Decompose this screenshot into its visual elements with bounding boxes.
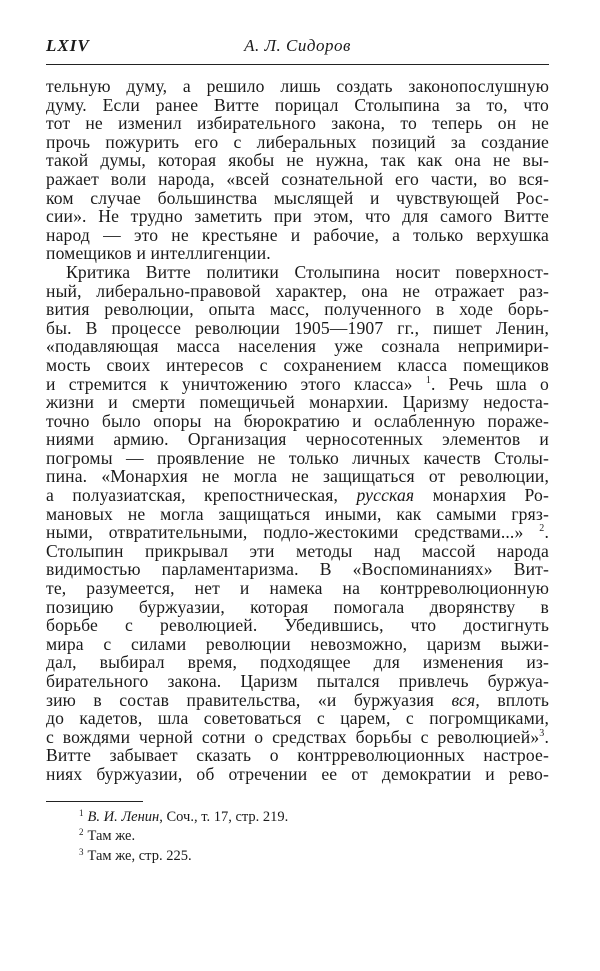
emphasis-text: русская	[356, 485, 415, 506]
line-text: народ — это не крестьяне и рабочие, а только верхушка	[46, 224, 549, 245]
text-line	[46, 356, 549, 375]
line-text: ными, отвратительными, подло-жестокими средствами...»	[46, 522, 540, 543]
text-line	[46, 579, 549, 598]
line-text: ражает воли народа, «всей сознательной его части, во вся-	[46, 168, 549, 189]
line-text: .	[544, 726, 549, 747]
line-text: жизни и смерти помещичьей монархии. Царизму недоста-	[46, 392, 549, 413]
footnote-rule	[46, 801, 143, 802]
text-line	[46, 635, 549, 654]
text-line	[46, 765, 549, 784]
text-line	[46, 244, 549, 263]
footnote-reference[interactable]: 1	[425, 374, 431, 386]
line-text: монархия Ро-	[414, 485, 549, 506]
line-text: ниями армию. Организация черносотенных элементов и	[46, 429, 549, 450]
text-line	[46, 523, 549, 542]
line-text: мость своих интересов с сохранением класса помещиков	[46, 354, 549, 375]
line-text: и стремится к уничтожению этого класса»	[46, 373, 426, 394]
footnote-mark: 3	[79, 846, 84, 857]
text-line	[46, 616, 549, 635]
line-text: погромы — проявление не только личных качеств Столы-	[46, 447, 549, 468]
text-line	[46, 114, 549, 133]
text-line	[46, 449, 549, 468]
line-text: видимостью парламентаризма. В «Воспоминаниях» Вит-	[46, 559, 549, 580]
text-line	[46, 300, 549, 319]
text-line	[46, 170, 549, 189]
text-line	[46, 151, 549, 170]
line-text: позицию буржуазии, которая помогала дворянству в	[46, 596, 549, 617]
line-text: . Речь шла о	[430, 373, 550, 394]
line-text: бирательного закона. Царизм пытался привлечь буржуа-	[46, 671, 549, 691]
text-line	[46, 691, 549, 710]
line-text: борьбе с революцией. Убедившись, что достигнуть	[46, 615, 549, 636]
footnote	[46, 806, 549, 826]
line-text: Витте забывает сказать о контрреволюционных настрое-	[46, 745, 549, 766]
line-text: точно было опоры на бюрократию и ослабленную пораже-	[46, 410, 549, 431]
footnote-reference[interactable]: 3	[539, 727, 545, 739]
line-text: помещиков и интеллигенции.	[46, 243, 271, 264]
footnote-mark: 2	[79, 827, 84, 838]
emphasis-text: вся	[451, 689, 476, 710]
text-line	[46, 393, 549, 412]
text-line	[46, 653, 549, 672]
line-text: дал, выбирал время, подходящее для изменения из-	[46, 652, 549, 673]
book-page	[46, 34, 549, 864]
line-text: тот не изменил избирательного закона, то теперь он не	[46, 113, 549, 134]
footnotes	[46, 806, 549, 865]
line-text: сии». Не трудно заметить при этом, что для самого Витте	[46, 206, 549, 227]
text-line	[46, 560, 549, 579]
line-text: зию в состав правительства, «и буржуазия	[46, 689, 452, 710]
text-line	[46, 430, 549, 449]
text-line	[46, 672, 549, 691]
text-line	[46, 133, 549, 152]
footnote-text: Там же.	[87, 828, 136, 845]
footnote-mark: 1	[79, 807, 84, 818]
text-line	[46, 728, 549, 747]
text-line	[46, 542, 549, 561]
text-line	[46, 189, 549, 208]
text-line	[46, 746, 549, 765]
line-text: мира с силами революции невозможно, царизм выжи-	[46, 633, 549, 654]
text-line	[46, 226, 549, 245]
line-text: думу. Если ранее Витте порицал Столыпина за то, что	[46, 94, 549, 115]
text-line	[46, 282, 549, 301]
line-text: ком случае большинства мыслящей и чувствующей Рос-	[46, 187, 549, 208]
footnote-text: , Соч., т. 17, стр. 219.	[159, 808, 289, 825]
running-head	[46, 34, 549, 58]
footnote-author: В. И. Ленин	[87, 808, 160, 825]
line-text: Столыпин прикрывал эти методы над массой народа	[46, 540, 549, 561]
text-line	[46, 505, 549, 524]
line-text: , вплоть	[475, 689, 549, 710]
text-line	[46, 709, 549, 728]
line-text: .	[544, 522, 549, 543]
footnote	[46, 845, 549, 865]
line-text: пина. «Монархия не могла не защищаться от революции,	[46, 466, 549, 487]
line-text: а полуазиатская, крепостническая,	[46, 485, 357, 506]
text-line	[46, 319, 549, 338]
text-line	[46, 467, 549, 486]
line-text: мановых не могла защищаться иными, как самыми гряз-	[46, 503, 549, 524]
footnote	[46, 825, 549, 845]
page-number: LXIV	[46, 36, 90, 55]
header-rule	[46, 64, 549, 65]
line-text: ниях буржуазии, об отречении ее от демократии и рево-	[46, 763, 549, 784]
footnote-reference[interactable]: 2	[539, 523, 545, 535]
line-text: те, разумеется, нет и намека на контрреволюционную	[46, 578, 549, 599]
text-line	[46, 375, 549, 394]
footnote-text: Там же, стр. 225.	[87, 847, 192, 864]
text-line	[46, 337, 549, 356]
text-line	[46, 263, 549, 282]
line-text: до кадетов, шла советоваться с царем, с погромщиками,	[46, 708, 549, 729]
line-text: вития революции, опыта масс, полученного в ходе борь-	[46, 299, 549, 320]
line-text: прочь пожурить его с либеральных позиций за создание	[46, 131, 549, 152]
line-text: «подавляющая масса населения уже сознала непримири-	[46, 336, 549, 357]
text-line	[46, 207, 549, 226]
line-text: бы. В процессе революции 1905—1907 гг., пишет Ленин,	[46, 317, 549, 338]
line-text: такой думы, которая якобы не нужна, так как она не вы-	[46, 150, 549, 171]
text-line	[46, 412, 549, 431]
line-text: Критика Витте политики Столыпина носит поверхност-	[66, 261, 549, 282]
text-line	[46, 598, 549, 617]
text-line	[46, 96, 549, 115]
line-text: тельную думу, а решило лишь создать законопослушную	[46, 76, 549, 96]
body-text	[46, 77, 549, 784]
line-text: с вождями черной сотни о средствах борьбы с революцией»	[46, 726, 540, 747]
text-line	[46, 77, 549, 96]
text-line	[46, 486, 549, 505]
line-text: ный, либерально-правовой характер, она не отражает раз-	[46, 280, 549, 301]
running-title: А. Л. Сидоров	[244, 36, 351, 55]
